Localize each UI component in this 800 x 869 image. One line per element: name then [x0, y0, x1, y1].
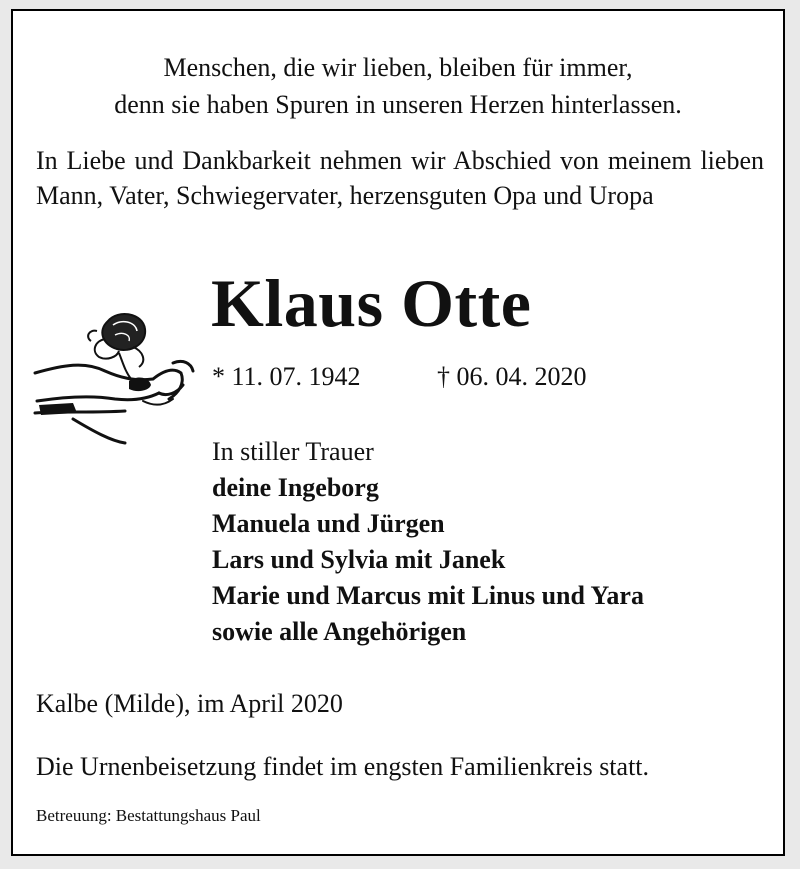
mourner-name: Lars und Sylvia mit Janek [212, 545, 506, 574]
mourner-name: sowie alle Angehörigen [212, 617, 467, 646]
memorial-quote [13, 49, 783, 123]
burial-notice: Die Urnenbeisetzung findet im engsten Familienkreis statt. [36, 752, 650, 781]
mourning-lead: In stiller Trauer [212, 437, 374, 466]
mourner-name: Manuela und Jürgen [212, 509, 445, 538]
life-dates [212, 360, 587, 394]
mourner-name: deine Ingeborg [212, 473, 379, 502]
death-date: † 06. 04. 2020 [437, 362, 587, 391]
place-date: Kalbe (Milde), im April 2020 [36, 689, 343, 718]
intro-text: In Liebe und Dankbarkeit nehmen wir Abschied von meinem lieben Mann, Vater, Schwiegervater, herzensguten Opa und Uropa [36, 146, 764, 210]
mourners-list [212, 434, 644, 650]
obituary-frame [11, 9, 785, 856]
funeral-home-credit: Betreuung: Bestattungshaus Paul [36, 806, 261, 825]
deceased-name: Klaus Otte [211, 265, 532, 341]
rose-in-hands-icon [33, 301, 198, 451]
quote-line: denn sie haben Spuren in unseren Herzen hinterlassen. [114, 90, 682, 119]
mourner-name: Marie und Marcus mit Linus und Yara [212, 581, 644, 610]
quote-line: Menschen, die wir lieben, bleiben für immer, [163, 53, 633, 82]
birth-date: * 11. 07. 1942 [212, 362, 361, 391]
